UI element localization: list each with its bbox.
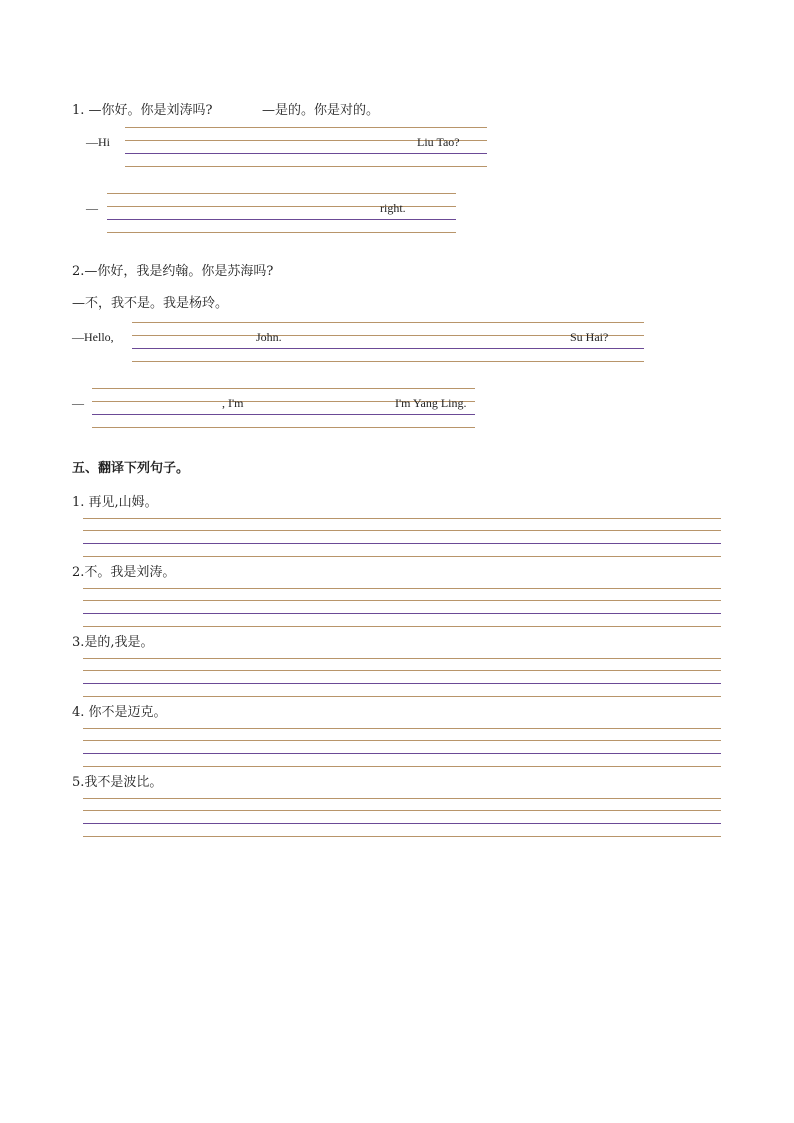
- q2-line2-mid-text: , I'm: [222, 396, 244, 410]
- translate-item-3: 3.是的,我是。: [72, 635, 154, 650]
- q2-line2-end-text: I'm Yang Ling.: [395, 396, 467, 410]
- translate-item-5: 5.我不是波比。: [72, 775, 163, 790]
- q2-line2-start-text: —: [72, 396, 84, 410]
- q1-line2-start-text: —: [86, 201, 98, 215]
- q1-line1-start-text: —Hi: [86, 135, 110, 149]
- translate-answer-lines-5[interactable]: [83, 798, 721, 838]
- q1-line2-end-text: right.: [380, 201, 406, 215]
- q1-chinese-reply: —是的。你是对的。: [262, 103, 380, 118]
- q1-line1-end-text: Liu Tao?: [417, 135, 460, 149]
- translate-answer-lines-4[interactable]: [83, 728, 721, 768]
- translate-answer-lines-3[interactable]: [83, 658, 721, 698]
- translate-answer-lines-2[interactable]: [83, 588, 721, 628]
- translate-answer-lines-1[interactable]: [83, 518, 721, 558]
- q1-chinese-prompt: 1. —你好。你是刘涛吗?: [72, 103, 213, 118]
- q2-line1-mid-text: John.: [256, 330, 282, 344]
- section-five-heading: 五、翻译下列句子。: [72, 461, 190, 476]
- translate-item-4: 4. 你不是迈克。: [72, 705, 167, 720]
- q2-chinese-reply: —不，我不是。我是杨玲。: [72, 296, 229, 311]
- q2-line1-start-text: —Hello,: [72, 330, 114, 344]
- q2-line1-end-text: Su Hai?: [570, 330, 609, 344]
- q2-chinese-prompt: 2.—你好，我是约翰。你是苏海吗?: [72, 264, 274, 279]
- translate-item-2: 2.不。我是刘涛。: [72, 565, 176, 580]
- q2-answer-line-1[interactable]: [132, 322, 644, 362]
- translate-item-1: 1. 再见,山姆。: [72, 495, 158, 510]
